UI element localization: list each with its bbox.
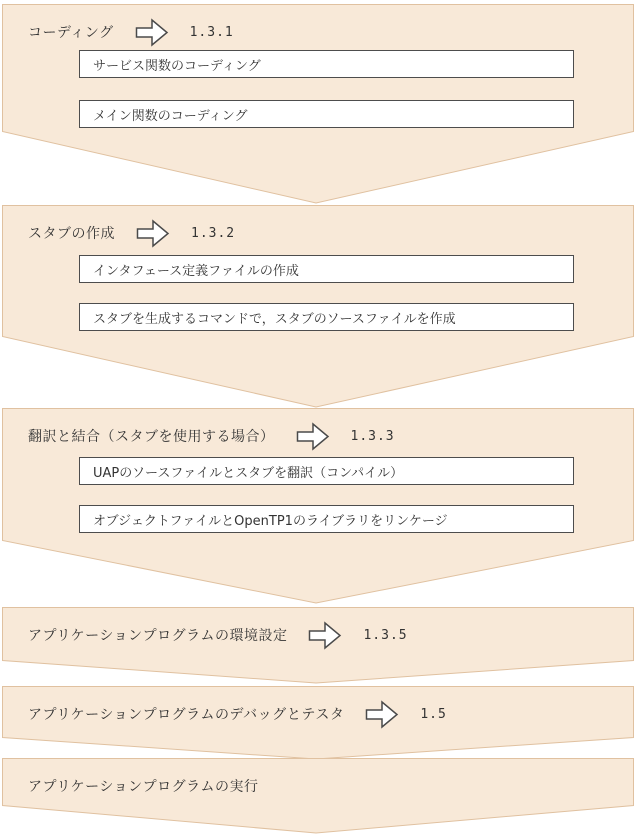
step-title: コーディング (28, 25, 114, 41)
step-header (28, 699, 624, 729)
step-box-label: スタブを生成するコマンドで，スタブのソースファイルを作成 (93, 311, 456, 327)
step-box (79, 50, 574, 78)
step-title: アプリケーションプログラムの環境設定 (28, 628, 288, 644)
step-box (79, 303, 574, 331)
step-banner-stub-creation (2, 205, 634, 408)
step-title: アプリケーションプログラムの実行 (28, 779, 259, 795)
step-header (28, 620, 624, 650)
step-box (79, 457, 574, 485)
step-box (79, 255, 574, 283)
step-banner-debug-test (2, 686, 634, 760)
step-header (28, 421, 624, 451)
arrow-right-icon (136, 219, 170, 248)
step-box-label: サービス関数のコーディング (93, 58, 261, 74)
step-box-label: オブジェクトファイルとOpenTP1のライブラリをリンケージ (93, 513, 448, 529)
step-banner-coding (2, 4, 634, 204)
step-header (28, 771, 624, 801)
step-header (28, 218, 624, 248)
step-banner-execution (2, 758, 634, 834)
section-number: 1.3.1 (189, 24, 234, 40)
arrow-right-icon (365, 700, 399, 729)
step-box (79, 505, 574, 533)
arrow-right-icon (135, 18, 169, 47)
step-title: 翻訳と結合（スタブを使用する場合） (28, 429, 275, 445)
step-header (28, 17, 624, 47)
section-number: 1.3.5 (363, 627, 408, 643)
step-box-label: UAPのソースファイルとスタブを翻訳（コンパイル） (93, 465, 404, 481)
arrow-right-icon (308, 621, 342, 650)
step-title: スタブの作成 (28, 226, 115, 242)
section-number: 1.5 (420, 706, 447, 722)
section-number: 1.3.3 (350, 428, 395, 444)
step-title: アプリケーションプログラムのデバッグとテスタ (28, 707, 345, 723)
step-banner-environment-setup (2, 607, 634, 684)
step-box (79, 100, 574, 128)
step-banner-compile-link (2, 408, 634, 604)
step-box-label: インタフェース定義ファイルの作成 (93, 263, 299, 279)
arrow-right-icon (296, 422, 330, 451)
step-box-label: メイン関数のコーディング (93, 108, 248, 124)
section-number: 1.3.2 (191, 225, 236, 241)
